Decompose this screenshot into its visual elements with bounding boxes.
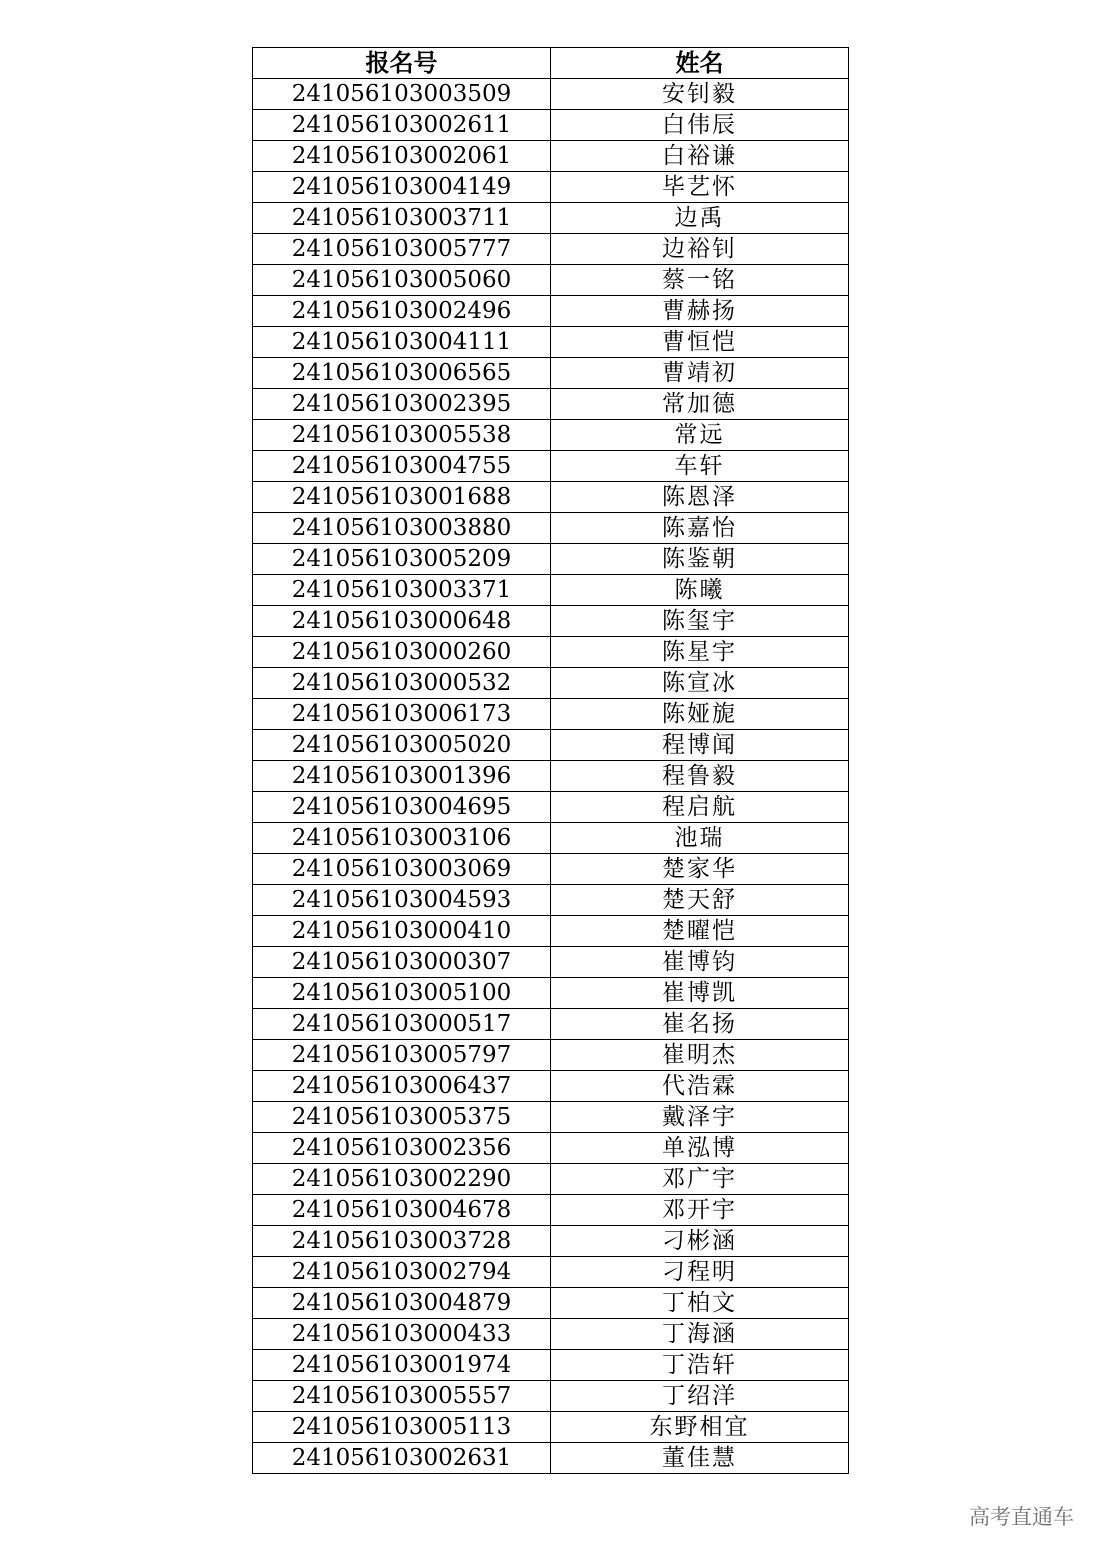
name-cell: 丁海涵 [551,1319,849,1350]
registration-number-cell: 241056103002395 [253,389,551,420]
table-row [253,575,849,606]
table-row [253,730,849,761]
name-cell: 蔡一铭 [551,265,849,296]
registration-number-cell: 241056103005209 [253,544,551,575]
table-row [253,234,849,265]
registration-number-cell: 241056103004695 [253,792,551,823]
table-row [253,792,849,823]
table-row [253,637,849,668]
header-name: 姓名 [551,48,849,79]
table-row [253,947,849,978]
name-cell: 常远 [551,420,849,451]
name-cell: 崔博凯 [551,978,849,1009]
table-row [253,978,849,1009]
table-row [253,110,849,141]
table-row [253,1350,849,1381]
name-cell: 陈宣冰 [551,668,849,699]
registration-number-cell: 241056103002356 [253,1133,551,1164]
registration-number-cell: 241056103003371 [253,575,551,606]
name-cell: 白裕谦 [551,141,849,172]
table-row [253,389,849,420]
registration-number-cell: 241056103005557 [253,1381,551,1412]
name-cell: 崔博钧 [551,947,849,978]
name-cell: 陈恩泽 [551,482,849,513]
table-row [253,1009,849,1040]
table-row [253,854,849,885]
registration-number-cell: 241056103000260 [253,637,551,668]
registration-number-cell: 241056103002611 [253,110,551,141]
table-row [253,916,849,947]
registration-number-cell: 241056103001396 [253,761,551,792]
table-row [253,482,849,513]
table-body [253,79,849,1474]
registration-number-cell: 241056103003728 [253,1226,551,1257]
name-cell: 楚曜恺 [551,916,849,947]
registration-number-cell: 241056103003069 [253,854,551,885]
name-cell: 楚天舒 [551,885,849,916]
table-row [253,265,849,296]
registration-number-cell: 241056103006173 [253,699,551,730]
name-cell: 崔名扬 [551,1009,849,1040]
name-cell: 池瑞 [551,823,849,854]
table-row [253,668,849,699]
table-row [253,1071,849,1102]
name-cell: 丁浩轩 [551,1350,849,1381]
table-row [253,1195,849,1226]
registration-number-cell: 241056103002290 [253,1164,551,1195]
registration-number-cell: 241056103000307 [253,947,551,978]
table-row [253,141,849,172]
registration-number-cell: 241056103005113 [253,1412,551,1443]
registration-number-cell: 241056103000410 [253,916,551,947]
name-cell: 刁彬涵 [551,1226,849,1257]
name-cell: 邓广宇 [551,1164,849,1195]
table-row [253,79,849,110]
registration-number-cell: 241056103001974 [253,1350,551,1381]
registration-number-cell: 241056103002061 [253,141,551,172]
name-cell: 东野相宜 [551,1412,849,1443]
registration-number-cell: 241056103003880 [253,513,551,544]
name-cell: 程博闻 [551,730,849,761]
registration-number-cell: 241056103000433 [253,1319,551,1350]
name-cell: 程启航 [551,792,849,823]
table-row [253,1288,849,1319]
name-cell: 陈鉴朝 [551,544,849,575]
registration-number-cell: 241056103000648 [253,606,551,637]
table-row [253,172,849,203]
name-cell: 边禹 [551,203,849,234]
registration-number-cell: 241056103005375 [253,1102,551,1133]
name-cell: 戴泽宇 [551,1102,849,1133]
name-cell: 程鲁毅 [551,761,849,792]
table-row [253,203,849,234]
table-row [253,823,849,854]
table-row [253,1133,849,1164]
name-cell: 楚家华 [551,854,849,885]
registration-number-cell: 241056103005020 [253,730,551,761]
table-row [253,1164,849,1195]
name-cell: 陈星宇 [551,637,849,668]
registration-number-cell: 241056103005100 [253,978,551,1009]
table-row [253,885,849,916]
table-row [253,1319,849,1350]
registration-number-cell: 241056103001688 [253,482,551,513]
name-cell: 毕艺怀 [551,172,849,203]
table-row [253,1443,849,1474]
header-registration-number: 报名号 [253,48,551,79]
table-row [253,296,849,327]
table-row [253,1257,849,1288]
registration-number-cell: 241056103004111 [253,327,551,358]
registration-number-cell: 241056103005060 [253,265,551,296]
table-row [253,761,849,792]
registration-number-cell: 241056103006437 [253,1071,551,1102]
table-row [253,327,849,358]
registration-number-cell: 241056103006565 [253,358,551,389]
registration-number-cell: 241056103004593 [253,885,551,916]
table-row [253,606,849,637]
name-cell: 邓开宇 [551,1195,849,1226]
table-row [253,1040,849,1071]
registration-number-cell: 241056103005777 [253,234,551,265]
registration-number-cell: 241056103005538 [253,420,551,451]
name-cell: 陈曦 [551,575,849,606]
name-cell: 陈嘉怡 [551,513,849,544]
table-row [253,420,849,451]
name-cell: 董佳慧 [551,1443,849,1474]
table-row [253,1102,849,1133]
registration-number-cell: 241056103003509 [253,79,551,110]
registration-number-cell: 241056103002496 [253,296,551,327]
name-cell: 代浩霖 [551,1071,849,1102]
name-cell: 陈娅旎 [551,699,849,730]
registration-number-cell: 241056103000532 [253,668,551,699]
table-row [253,544,849,575]
table-row [253,451,849,482]
table-row [253,358,849,389]
name-cell: 曹恒恺 [551,327,849,358]
name-cell: 崔明杰 [551,1040,849,1071]
registration-number-cell: 241056103004755 [253,451,551,482]
registration-number-cell: 241056103004879 [253,1288,551,1319]
name-cell: 丁柏文 [551,1288,849,1319]
registration-table [252,47,849,1474]
name-cell: 单泓博 [551,1133,849,1164]
name-cell: 曹赫扬 [551,296,849,327]
name-cell: 曹靖初 [551,358,849,389]
table-row [253,1412,849,1443]
registration-number-cell: 241056103004149 [253,172,551,203]
name-cell: 安钊毅 [551,79,849,110]
table-header-row [253,48,849,79]
registration-number-cell: 241056103002631 [253,1443,551,1474]
table-row [253,1226,849,1257]
name-cell: 车轩 [551,451,849,482]
registration-number-cell: 241056103004678 [253,1195,551,1226]
table-row [253,513,849,544]
name-cell: 陈玺宇 [551,606,849,637]
table-row [253,1381,849,1412]
registration-number-cell: 241056103003711 [253,203,551,234]
name-cell: 丁绍洋 [551,1381,849,1412]
watermark: 高考直通车 [969,1505,1074,1529]
name-cell: 边裕钊 [551,234,849,265]
name-cell: 刁程明 [551,1257,849,1288]
name-cell: 白伟辰 [551,110,849,141]
name-cell: 常加德 [551,389,849,420]
table-row [253,699,849,730]
registration-number-cell: 241056103000517 [253,1009,551,1040]
registration-number-cell: 241056103003106 [253,823,551,854]
registration-number-cell: 241056103005797 [253,1040,551,1071]
registration-number-cell: 241056103002794 [253,1257,551,1288]
